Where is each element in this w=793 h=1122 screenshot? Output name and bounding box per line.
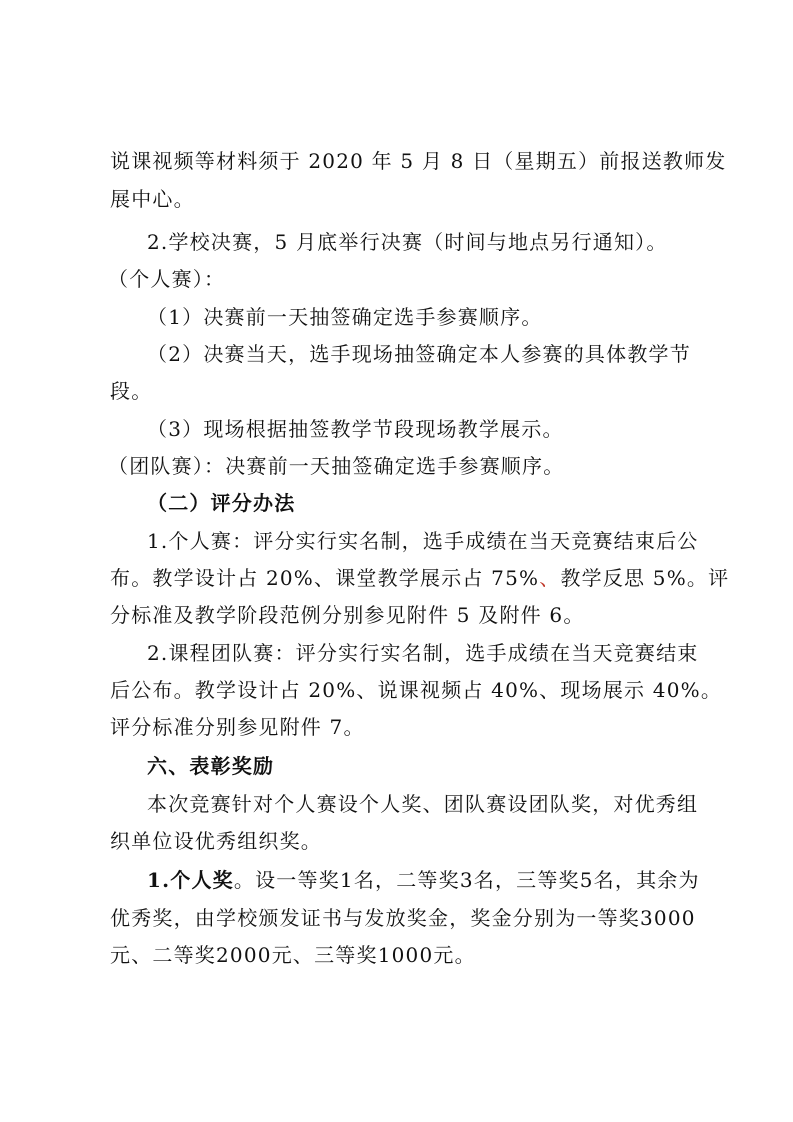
paragraph-line: （2）决赛当天，选手现场抽签确定本人参赛的具体教学节 [147,342,691,366]
bold-run: 1.个人奖 [147,868,234,892]
paragraph-line: 1.个人赛：评分实行实名制，选手成绩在当天竞赛结束后公 [147,529,699,553]
text-run: 教学反思 5%。评 [560,566,730,590]
paragraph-line: 说课视频等材料须于 2020 年 5 月 8 日（星期五）前报送教师发 [110,149,727,173]
paragraph-line: 后公布。教学设计占 20%、说课视频占 40%、现场展示 40%。 [110,678,723,702]
paragraph-line: 优秀奖，由学校颁发证书与发放奖金，奖金分别为一等奖3000 [110,906,696,930]
paragraph-line: （团队赛）：决赛前一天抽签确定选手参赛顺序。 [108,454,565,478]
paragraph-line: （个人赛）： [108,267,226,291]
paragraph-line: 评分标准分别参见附件 7。 [110,715,365,739]
paragraph-line: （3）现场根据抽签教学节段现场教学展示。 [147,417,564,441]
section-heading: （二）评分办法 [147,491,296,515]
paragraph-line: 2.课程团队赛：评分实行实名制，选手成绩在当天竞赛结束 [147,641,699,665]
paragraph-line: 分标准及教学阶段范例分别参见附件 5 及附件 6。 [110,603,585,627]
paragraph-line: 2.学校决赛，5 月底举行决赛（时间与地点另行通知）。 [147,230,668,254]
paragraph-line: 本次竞赛针对个人赛设个人奖、团队赛设团队奖，对优秀组 [147,792,699,816]
paragraph-line [147,866,700,894]
text-run: 。设一等奖1名，二等奖3名，三等奖5名，其余为 [233,868,700,892]
text-run-red: 、 [539,566,561,590]
section-heading: 六、表彰奖励 [147,754,275,778]
paragraph-line: 元、二等奖2000元、三等奖1000元。 [110,943,476,967]
paragraph-line [110,564,729,592]
paragraph-line: （1）决赛前一天抽签确定选手参赛顺序。 [147,305,543,329]
paragraph-line: 段。 [110,379,153,403]
text-run: 布。教学设计占 20%、课堂教学展示占 75% [110,566,540,590]
paragraph-line: 织单位设优秀组织奖。 [110,829,322,853]
paragraph-line: 展中心。 [110,187,195,211]
